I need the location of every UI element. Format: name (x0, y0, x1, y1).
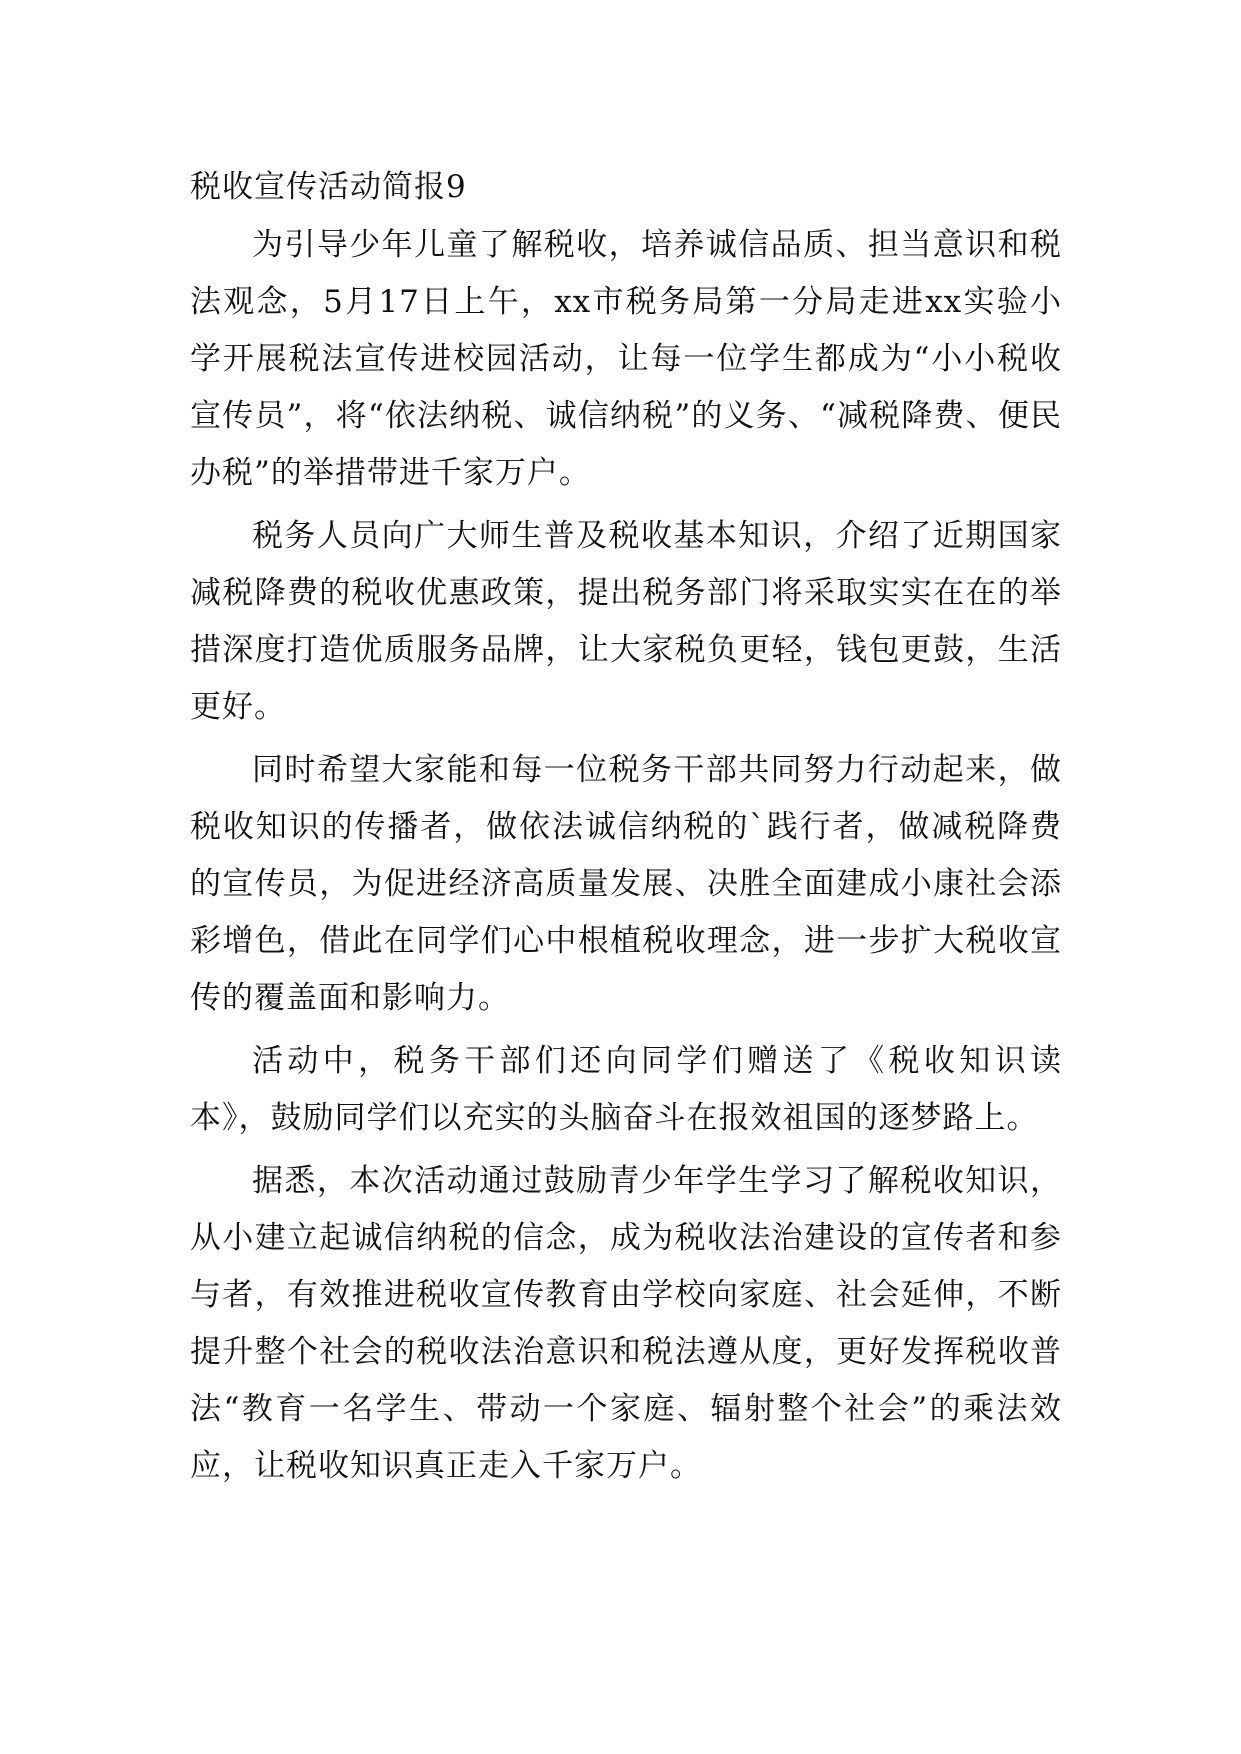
paragraph-5: 据悉，本次活动通过鼓励青少年学生学习了解税收知识，从小建立起诚信纳税的信念，成为税收法治建设的宣传者和参与者，有效推进税收宣传教育由学校向家庭、社会延伸，不断提升整个社会的税收法治意识和税法遵从度，更好发挥税收普法“教育一名学生、带动一个家庭、辐射整个社会”的乘法效应，让税收知识真正走入千家万户。 (190, 1163, 1062, 1484)
document-title: 税收宣传活动简报9 (190, 169, 467, 205)
paragraph-3: 同时希望大家能和每一位税务干部共同努力行动起来，做税收知识的传播者，做依法诚信纳税的`践行者，做减税降费的宣传员，为促进经济高质量发展、决胜全面建成小康社会添彩增色，借此在同学们心中根植税收理念，进一步扩大税收宣传的覆盖面和影响力。 (190, 752, 1062, 1016)
paragraph-1: 为引导少年儿童了解税收，培养诚信品质、担当意识和税法观念，5月17日上午，xx市税务局第一分局走进xx实验小学开展税法宣传进校园活动，让每一位学生都成为“小小税收宣传员”，将“依法纳税、诚信纳税”的义务、“减税降费、便民办税”的举措带进千家万户。 (190, 227, 1062, 491)
document-body (190, 157, 1062, 1501)
paragraph-2: 税务人员向广大师生普及税收基本知识，介绍了近期国家减税降费的税收优惠政策，提出税务部门将采取实实在在的举措深度打造优质服务品牌，让大家税负更轻，钱包更鼓，生活更好。 (190, 518, 1062, 725)
paragraph-4: 活动中，税务干部们还向同学们赠送了《税收知识读本》，鼓励同学们以充实的头脑奋斗在报效祖国的逐梦路上。 (190, 1043, 1062, 1136)
